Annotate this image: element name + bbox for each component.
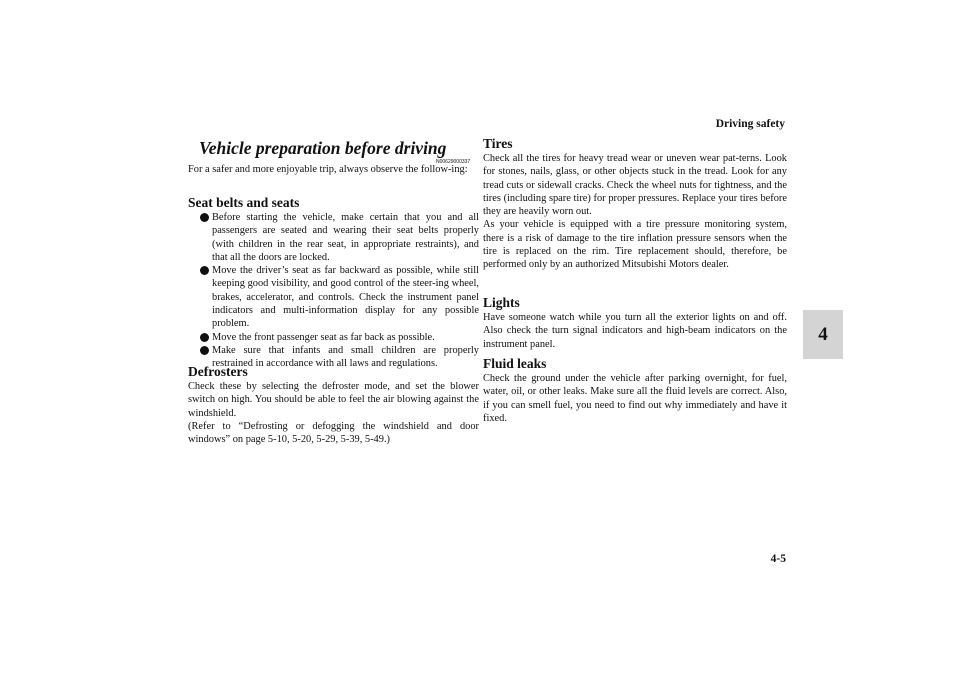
tires-heading: Tires <box>483 136 513 151</box>
fluid-leaks-paragraph: Check the ground under the vehicle after parking overnight, for fuel, water, oil, or other leaks. Make sure all the fluid levels are correct. Also, if you can smell fuel, you need to find out why immediately and have it fixed. <box>483 373 787 424</box>
intro-paragraph: For a safer and more enjoyable trip, always observe the follow-ing: <box>188 164 468 175</box>
bullet-icon <box>200 346 209 355</box>
tires-paragraph: Check all the tires for heavy tread wear or uneven wear pat-terns. Look for stones, nails, glass, or other objects stuck in the tread. Look for any tread cuts or sidewall cracks. Check the wheel nuts for tightness, and the tires (including spare tire) for proper pressures. Replace your tires before they are heavily worn out. As your vehicle is equipped with a tire pressure monitoring system, there is a risk of damage to the tire inflation pressure sensors when the tire is replaced on the rim. Tire replacement should, therefore, be performed only by an authorized Mitsubishi Motors dealer. <box>483 153 787 271</box>
list-item: Move the driver’s seat as far backward as possible, while still keeping good visibility, and good control of the steer-ing wheel, brakes, accelerator, and controls. Check the instrument panel indicators and multi-information display for any possible problem. <box>188 264 479 330</box>
section-code: N00629000337 <box>436 159 471 165</box>
bullet-icon <box>200 266 209 275</box>
chapter-tab: 4 <box>803 310 843 359</box>
list-item: Move the front passenger seat as far back as possible. <box>188 331 479 344</box>
bullet-icon <box>200 213 209 222</box>
lights-paragraph: Have someone watch while you turn all the exterior lights on and off. Also check the turn signal indicators and high-beam indicators on the instrument panel. <box>483 312 787 350</box>
seat-belts-list <box>188 211 479 371</box>
bullet-icon <box>200 333 209 342</box>
list-item: Make sure that infants and small children are properly restrained in accordance with all laws and regulations. <box>188 344 479 371</box>
fluid-leaks-heading: Fluid leaks <box>483 356 547 371</box>
page-title: Vehicle preparation before driving <box>199 138 447 158</box>
lights-heading: Lights <box>483 295 520 310</box>
seat-belts-heading: Seat belts and seats <box>188 195 300 210</box>
defrosters-paragraph: Check these by selecting the defroster mode, and set the blower switch on high. You should be able to feel the air blowing against the windshield. (Refer to “Defrosting or defogging the windshield and door windows” on page 5-10, 5-20, 5-29, 5-39, 5-49.) <box>188 381 479 446</box>
running-header: Driving safety <box>715 118 785 130</box>
list-item: Before starting the vehicle, make certain that you and all passengers are seated and wearing their seat belts properly (with children in the rear seat, in appropriate restraints), and that all the doors are locked. <box>188 211 479 264</box>
page-number: 4-5 <box>770 553 786 565</box>
defrosters-heading: Defrosters <box>188 364 248 379</box>
